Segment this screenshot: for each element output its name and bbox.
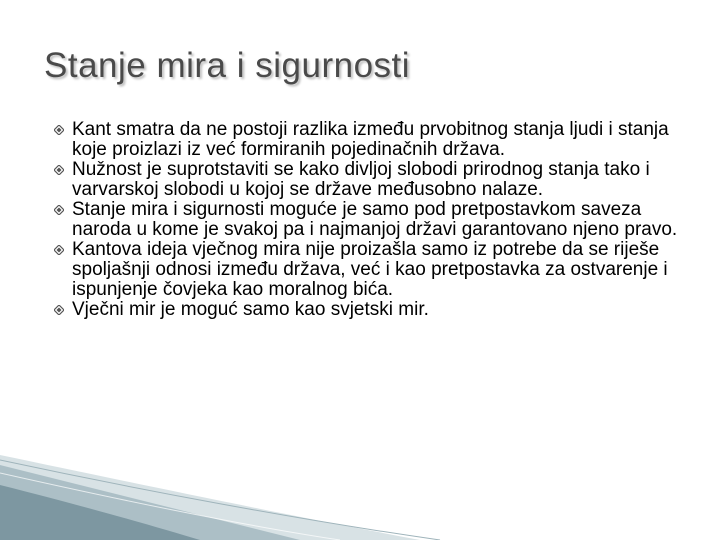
slide-title: Stanje mira i sigurnosti [44,46,411,85]
bullet-list [54,120,684,320]
list-item [54,300,684,320]
diamond-bullet-icon [54,305,64,315]
bullet-text: Kant smatra da ne postoji razlika između prvobitnog stanja ljudi i stanja koje proizlazi iz već formiranih pojedinačnih država. [72,119,669,160]
list-item [54,200,684,240]
diamond-bullet-icon [54,205,64,215]
corner-wave-decoration [0,455,720,540]
bullet-text: Kantova ideja vječnog mira nije proizašla samo iz potrebe da se riješe spoljašnji odnosi između država, već i kao pretpostavka za ostvarenje i ispunjenje čovjeka kao moralnog bića. [72,239,668,300]
diamond-bullet-icon [54,125,64,135]
bullet-text: Vječni mir je moguć samo kao svjetski mir. [72,299,429,320]
diamond-bullet-icon [54,245,64,255]
diamond-bullet-icon [54,165,64,175]
list-item [54,160,684,200]
list-item [54,240,684,300]
bullet-text: Nužnost je suprotstaviti se kako divljoj slobodi prirodnog stanja tako i varvarskoj slobodi u kojoj se države međusobno nalaze. [72,159,650,200]
list-item [54,120,684,160]
bullet-text: Stanje mira i sigurnosti moguće je samo pod pretpostavkom saveza naroda u kome je svakoj pa i najmanjoj državi garantovano njeno pravo. [72,199,678,240]
